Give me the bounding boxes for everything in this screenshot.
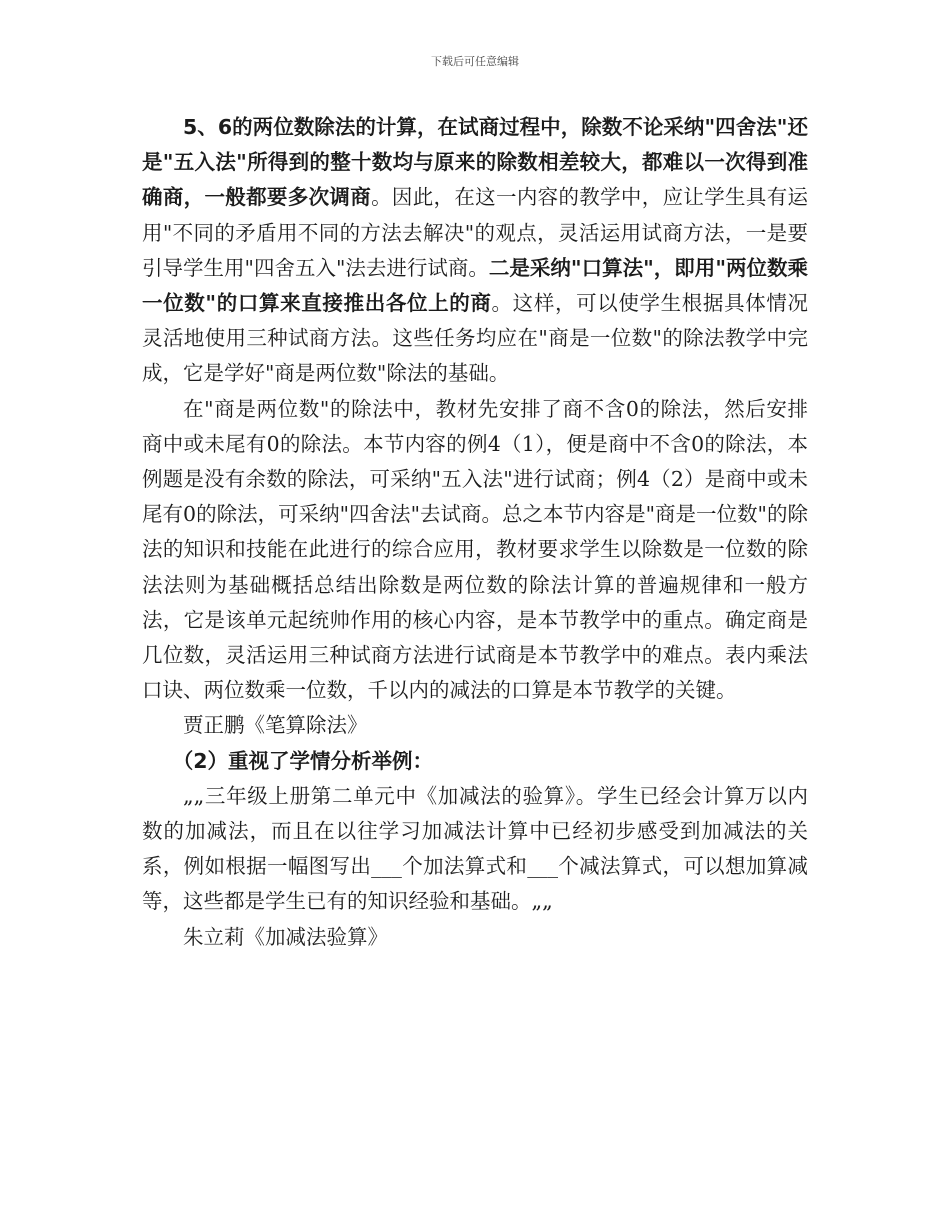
bold-text: 5、6的两位数除法的计算，在试商过程中，除数不论采纳"四舍法"还是"五入法"所得到的整十数均与原来的除数相差较大，都难以一次得到准确商，一般都要多次调商 [142, 115, 808, 210]
paragraph-learning-analysis: „„三年级上册第二单元中《加减法的验算》。学生已经会计算万以内数的加减法，而且在以往学习加减法计算中已经初步感受到加减法的关系，例如根据一幅图写出___个加法算式和___个减法算式，可以想加算减等，这些都是学生已有的知识经验和基础。„„ [142, 783, 808, 914]
paragraph-two-digit-quotient: 在"商是两位数"的除法中，教材先安排了商不含0的除法，然后安排商中或未尾有0的除法。本节内容的例4（1），便是商中不含0的除法，本例题是没有余数的除法，可采纳"五入法"进行试商；例4（2）是商中或未尾有0的除法，可采纳"四舍法"去试商。总之本节内容是"商是一位数"的除法的知识和技能在此进行的综合应用，教材要求学生以除数是一位数的除法法则为基础概括总结出除数是两位数的除法计算的普遍规律和一般方法，它是该单元起统帅作用的核心内容，是本节教学中的重点。确定商是几位数，灵活运用三种试商方法进行试商是本节教学中的难点。表内乘法口诀、两位数乘一位数，千以内的减法的口算是本节教学的关键。 [142, 396, 808, 703]
paragraph-division-trial-quotient [142, 110, 808, 392]
page-header: 下载后可任意编辑 [431, 55, 519, 68]
section-heading: （2）重视了学情分析举例： [172, 748, 434, 773]
bold-text: 二是采纳"口算法"，即用"两位数乘一位数"的口算来直接推出各位上的商 [142, 255, 809, 316]
document-body [142, 110, 808, 955]
author-citation: 贾正鹏《笔算除法》 [183, 713, 368, 738]
body-text: 。这样，可以使学生根据具体情况灵活地使用三种试商方法。这些任务均应在"商是一位数"的除法教学中完成，它是学好"商是两位数"除法的基础。 [142, 291, 808, 386]
body-text: 。因此，在这一内容的教学中，应让学生具有运用"不同的矛盾用不同的方法去解决"的观点，灵活运用试商方法，一是要引导学生用"四舍五入"法去进行试商。 [142, 185, 809, 280]
author-citation: 朱立莉《加减法验算》 [183, 924, 388, 949]
